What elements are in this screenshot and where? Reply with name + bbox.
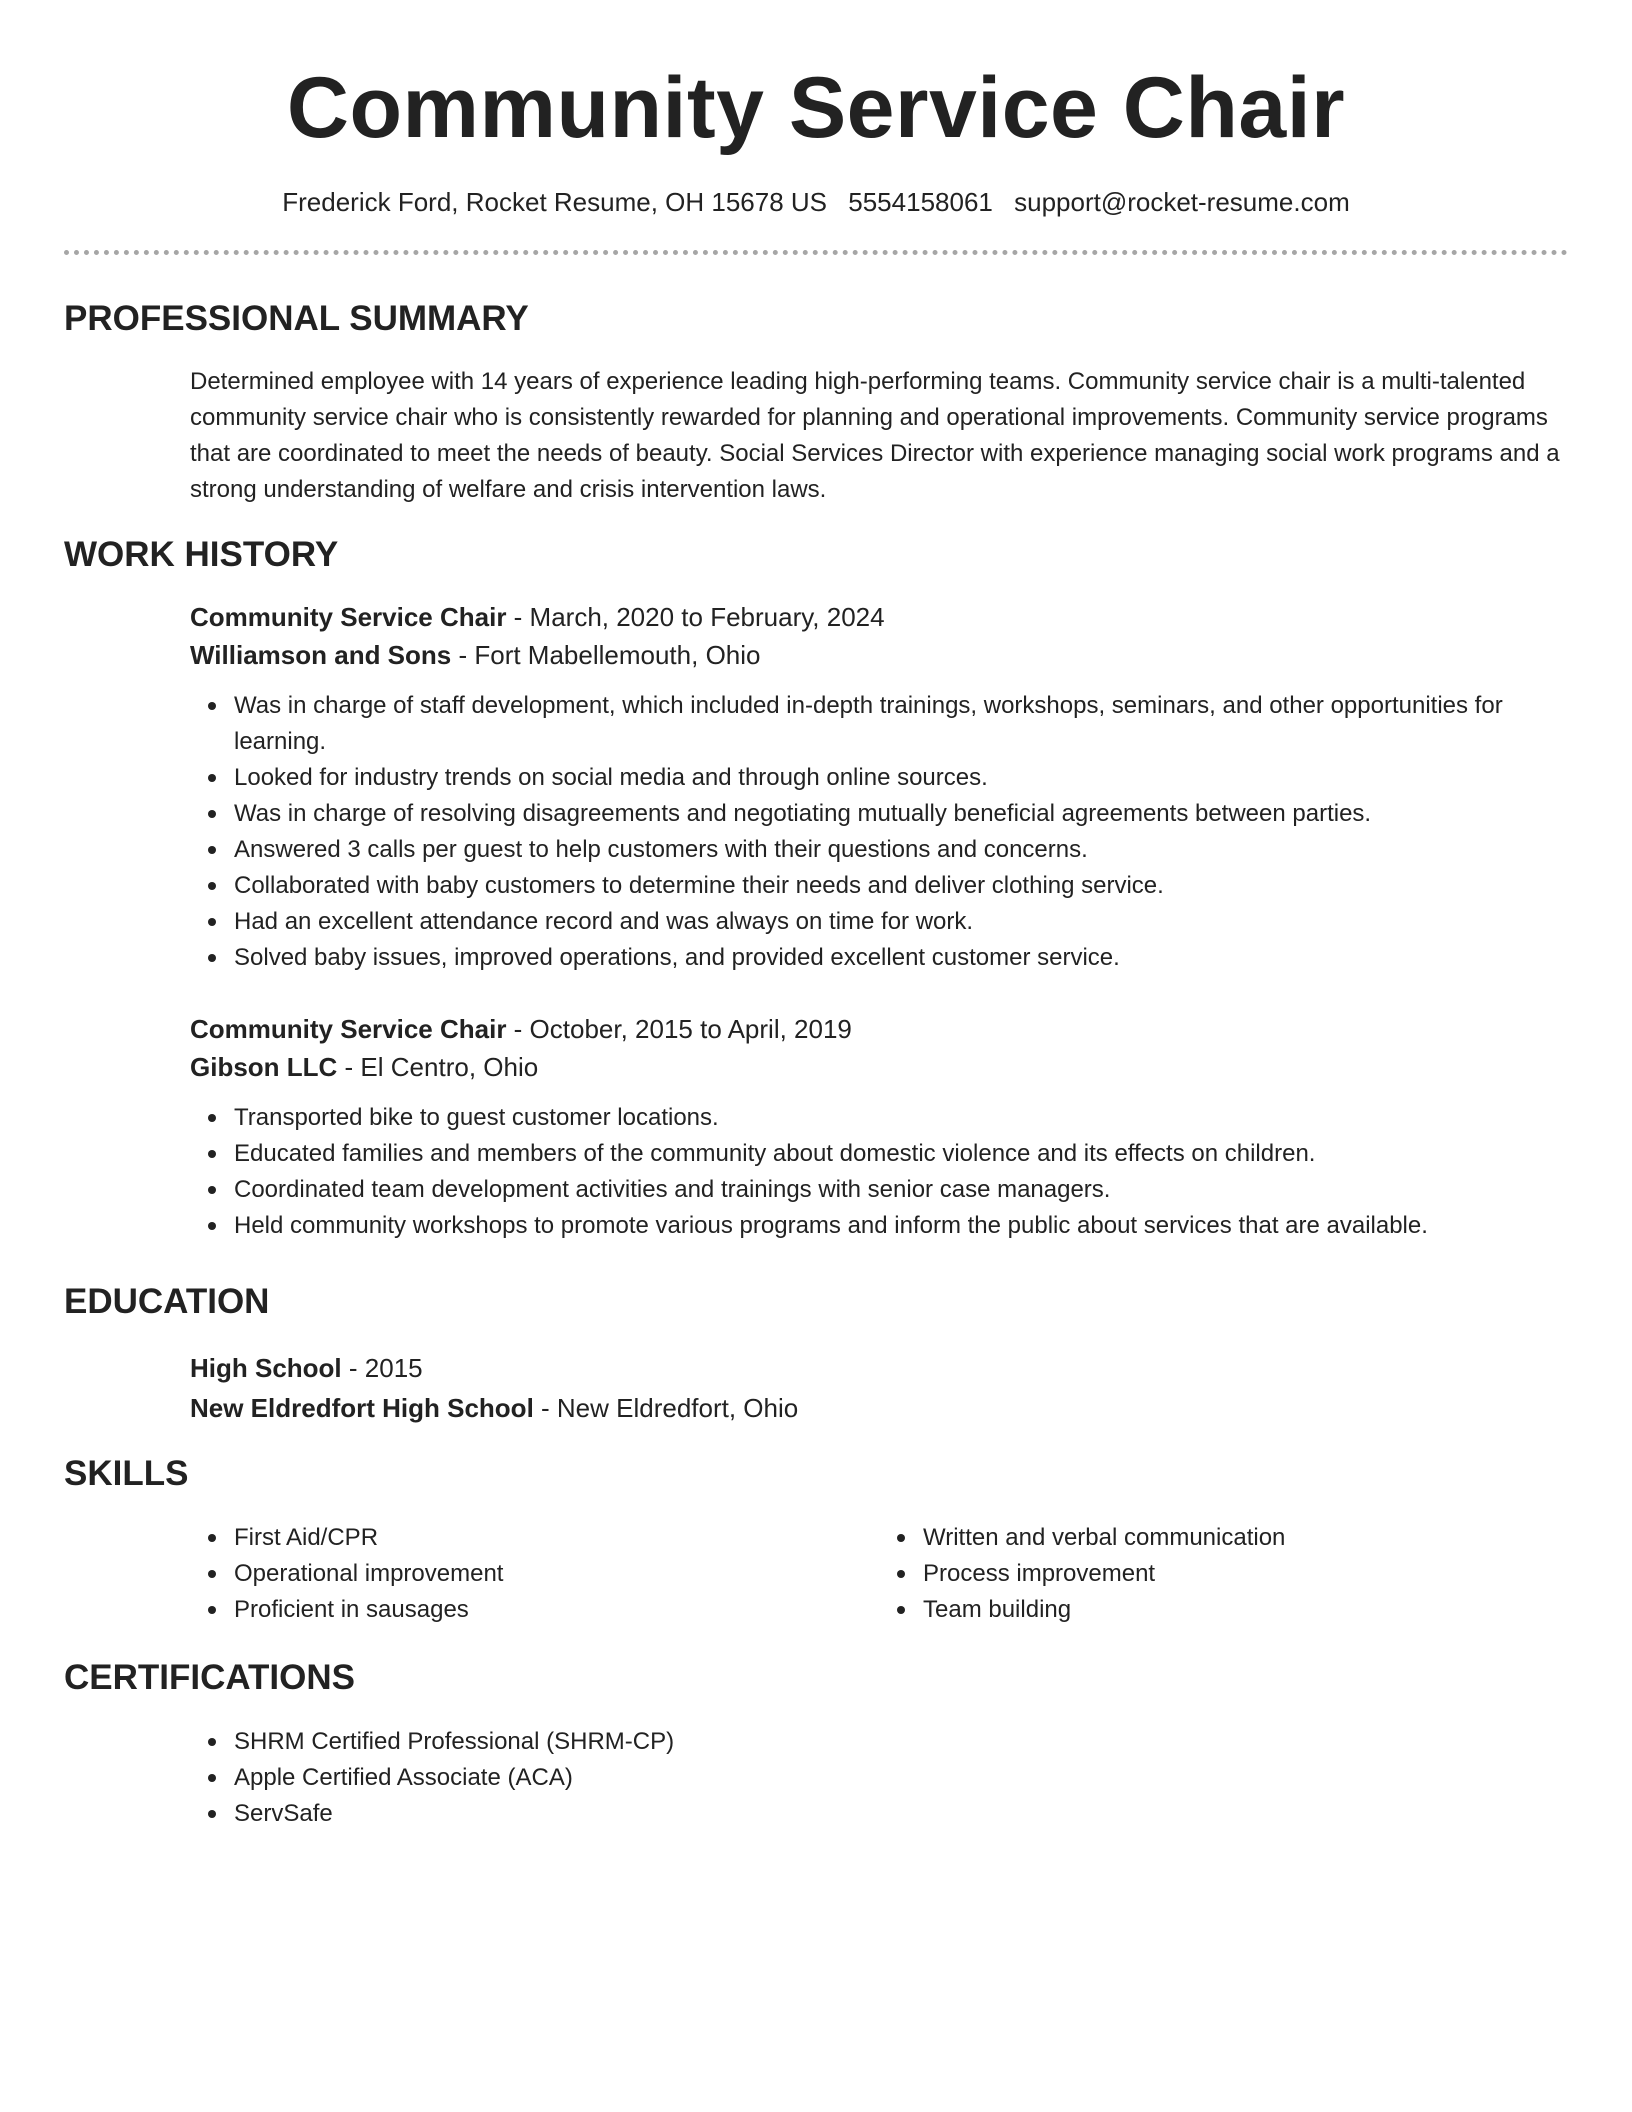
summary-heading: PROFESSIONAL SUMMARY bbox=[64, 299, 529, 338]
education-school: New Eldredfort High School bbox=[190, 1393, 534, 1423]
contact-line bbox=[0, 182, 1632, 222]
job-company-row bbox=[190, 1048, 1568, 1086]
list-item: Solved baby issues, improved operations, and provided excellent customer service. bbox=[234, 940, 1568, 976]
job-company: Williamson and Sons bbox=[190, 640, 452, 670]
list-item: ServSafe bbox=[234, 1796, 1568, 1832]
list-item: First Aid/CPR bbox=[234, 1520, 879, 1556]
contact-address: Frederick Ford, Rocket Resume, OH 15678 US bbox=[282, 187, 828, 217]
contact-email: support@rocket-resume.com bbox=[1014, 187, 1350, 217]
list-item: Written and verbal communication bbox=[923, 1520, 1568, 1556]
list-item: Had an excellent attendance record and was always on time for work. bbox=[234, 904, 1568, 940]
contact-phone: 5554158061 bbox=[848, 187, 993, 217]
certifications-heading: CERTIFICATIONS bbox=[64, 1658, 356, 1697]
education-location: - New Eldredfort, Ohio bbox=[533, 1393, 799, 1423]
list-item: Looked for industry trends on social media and through online sources. bbox=[234, 760, 1568, 796]
certifications-items bbox=[190, 1724, 1568, 1832]
job-entry-2 bbox=[190, 1010, 1568, 1244]
job-entry-1 bbox=[190, 598, 1568, 976]
job-bullets bbox=[190, 1100, 1568, 1244]
job-location: - El Centro, Ohio bbox=[337, 1052, 539, 1082]
job-dates: - October, 2015 to April, 2019 bbox=[506, 1014, 852, 1044]
education-entry bbox=[190, 1348, 1568, 1428]
list-item: Educated families and members of the community about domestic violence and its effects on children. bbox=[234, 1136, 1568, 1172]
list-item: Proficient in sausages bbox=[234, 1592, 879, 1628]
list-item: Was in charge of staff development, which included in-depth trainings, workshops, seminars, and other opportunities for learning. bbox=[234, 688, 1568, 760]
certifications-list bbox=[190, 1724, 1568, 1832]
job-title-row bbox=[190, 1010, 1568, 1048]
skills-right-column bbox=[879, 1520, 1568, 1628]
job-company: Gibson LLC bbox=[190, 1052, 338, 1082]
education-degree-row bbox=[190, 1348, 1568, 1388]
list-item: Apple Certified Associate (ACA) bbox=[234, 1760, 1568, 1796]
job-bullets bbox=[190, 688, 1568, 976]
work-history-heading: WORK HISTORY bbox=[64, 535, 339, 574]
education-heading: EDUCATION bbox=[64, 1282, 270, 1321]
list-item: Held community workshops to promote various programs and inform the public about services that are available. bbox=[234, 1208, 1568, 1244]
education-school-row bbox=[190, 1388, 1568, 1428]
job-company-row bbox=[190, 636, 1568, 674]
list-item: Answered 3 calls per guest to help customers with their questions and concerns. bbox=[234, 832, 1568, 868]
list-item: Process improvement bbox=[923, 1556, 1568, 1592]
list-item: Collaborated with baby customers to determine their needs and deliver clothing service. bbox=[234, 868, 1568, 904]
job-location: - Fort Mabellemouth, Ohio bbox=[451, 640, 761, 670]
skills-left-column bbox=[190, 1520, 879, 1628]
list-item: Operational improvement bbox=[234, 1556, 879, 1592]
summary-text: Determined employee with 14 years of experience leading high-performing teams. Community service chair is a multi-talented community service chair who is consistently rewarded for planning and operational improvements. Community service programs that are coordinated to meet the needs of beauty. Social Services Director with experience managing social work programs and a strong understanding of welfare and crisis intervention laws. bbox=[190, 368, 1560, 503]
header-divider bbox=[64, 250, 1568, 255]
skills-heading: SKILLS bbox=[64, 1454, 189, 1493]
education-year: - 2015 bbox=[341, 1353, 423, 1383]
resume-title: Community Service Chair bbox=[286, 60, 1346, 156]
skills-list bbox=[190, 1520, 1568, 1628]
job-role: Community Service Chair bbox=[190, 602, 507, 632]
job-dates: - March, 2020 to February, 2024 bbox=[506, 602, 885, 632]
list-item: Was in charge of resolving disagreements and negotiating mutually beneficial agreements between parties. bbox=[234, 796, 1568, 832]
list-item: SHRM Certified Professional (SHRM-CP) bbox=[234, 1724, 1568, 1760]
list-item: Transported bike to guest customer locations. bbox=[234, 1100, 1568, 1136]
job-role: Community Service Chair bbox=[190, 1014, 507, 1044]
education-degree: High School bbox=[190, 1353, 342, 1383]
job-title-row bbox=[190, 598, 1568, 636]
list-item: Team building bbox=[923, 1592, 1568, 1628]
list-item: Coordinated team development activities and trainings with senior case managers. bbox=[234, 1172, 1568, 1208]
